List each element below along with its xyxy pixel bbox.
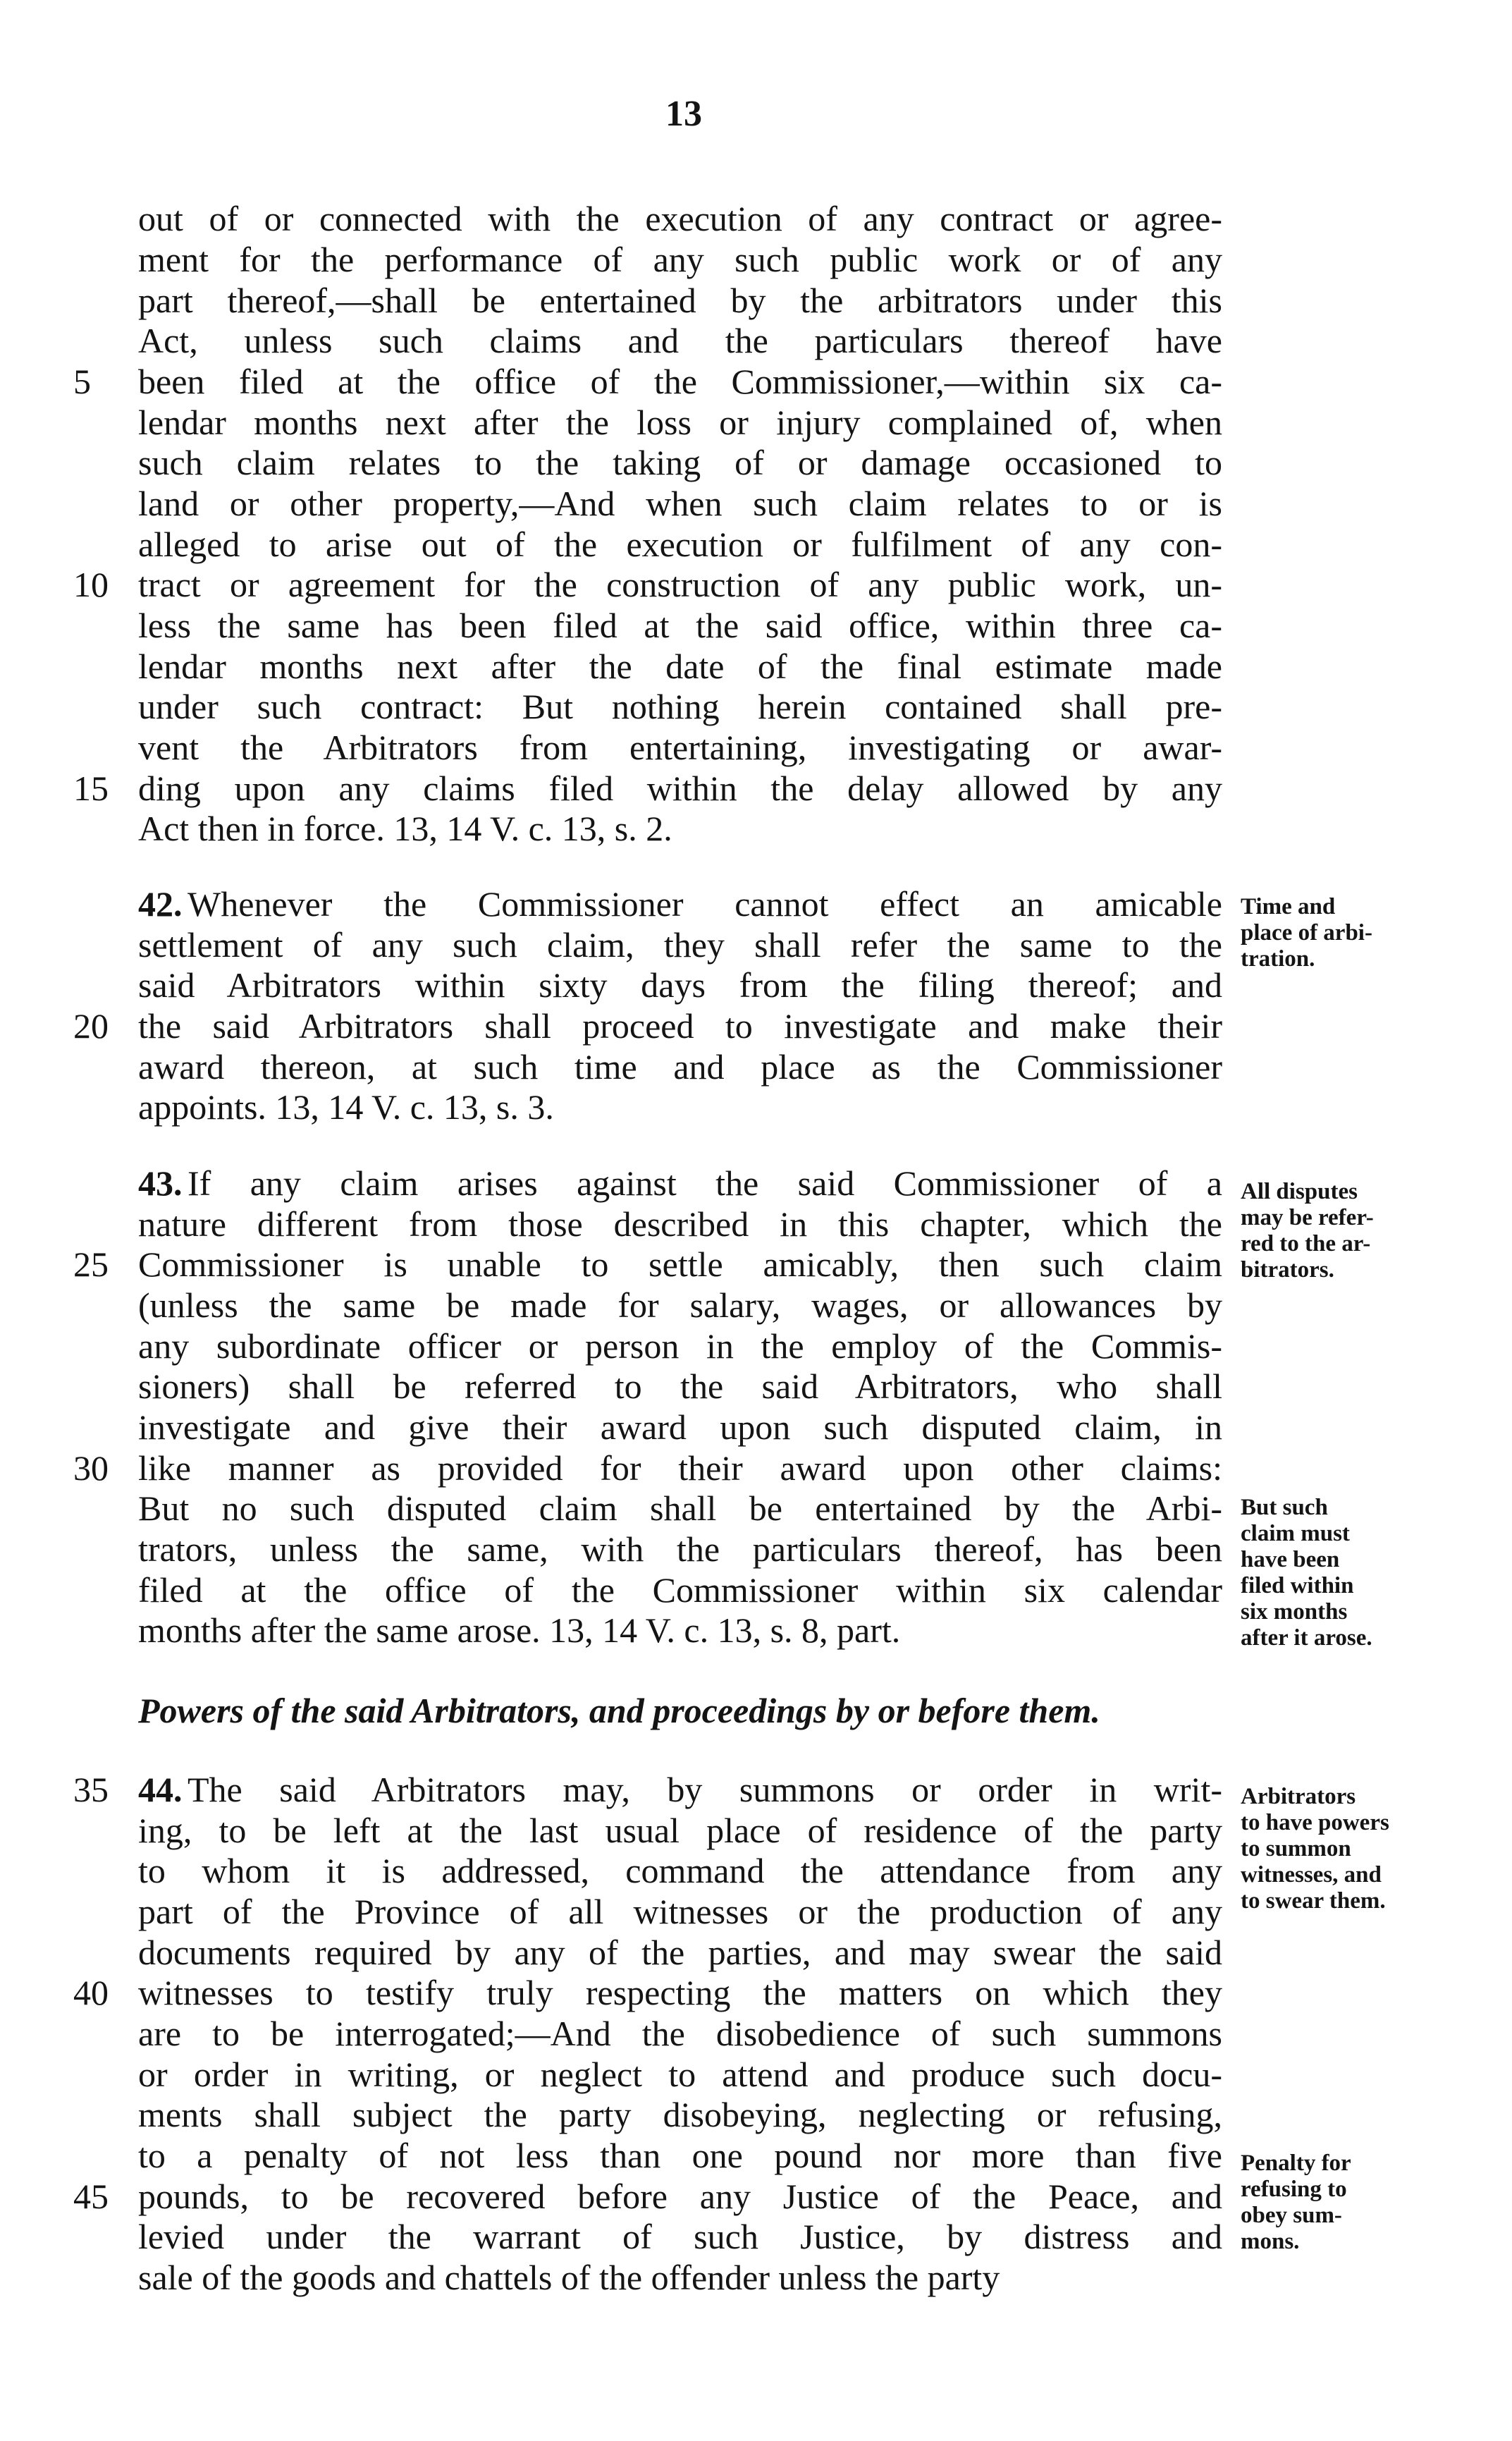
margin-note-line: Arbitrators	[1241, 1784, 1356, 1809]
body-line: pounds, to be recovered before any Justice of the Peace, and	[138, 2177, 1222, 2216]
body-line: part of the Province of all witnesses or the production of any	[138, 1892, 1222, 1931]
body-line: Act then in force. 13, 14 V. c. 13, s. 2.	[138, 809, 672, 848]
body-line: part thereof,—shall be entertained by the arbitrators under this	[138, 281, 1222, 320]
body-line: lendar months next after the date of the final estimate made	[138, 647, 1222, 686]
section-number-42: 42.	[138, 884, 183, 924]
body-line: ments shall subject the party disobeying, neglecting or refusing,	[138, 2095, 1222, 2134]
line-number: 45	[73, 2177, 109, 2216]
body-line: Act, unless such claims and the particulars thereof have	[138, 321, 1222, 360]
line-number: 20	[73, 1006, 109, 1046]
line-number: 5	[73, 362, 91, 401]
margin-note-line: may be refer-	[1241, 1205, 1374, 1230]
margin-note-line: have been	[1241, 1547, 1340, 1572]
margin-note-penalty	[1241, 2151, 1431, 2255]
margin-note-line: claim must	[1241, 1521, 1350, 1546]
margin-note-line: Penalty for	[1241, 2151, 1351, 2176]
margin-note-line: Time and	[1241, 894, 1336, 919]
body-line: like manner as provided for their award upon other claims:	[138, 1448, 1222, 1488]
body-line: nature different from those described in this chapter, which the	[138, 1204, 1222, 1244]
body-line: out of or connected with the execution of any contract or agree-	[138, 199, 1222, 238]
body-line: land or other property,—And when such claim relates to or is	[138, 484, 1222, 523]
margin-note-line: But such	[1241, 1495, 1328, 1520]
line-number: 35	[73, 1770, 109, 1809]
margin-note-line: All disputes	[1241, 1179, 1358, 1204]
body-line: are to be interrogated;—And the disobedience of such summons	[138, 2014, 1222, 2053]
body-line: to whom it is addressed, command the attendance from any	[138, 1851, 1222, 1890]
section-number-43: 43.	[138, 1163, 183, 1203]
body-line: But no such disputed claim shall be entertained by the Arbi-	[138, 1488, 1222, 1528]
body-line: (unless the same be made for salary, wages, or allowances by	[138, 1285, 1222, 1325]
body-line: filed at the office of the Commissioner within six calendar	[138, 1570, 1222, 1610]
body-line: or order in writing, or neglect to attend and produce such docu-	[138, 2055, 1222, 2094]
body-line: award thereon, at such time and place as the Commissioner	[138, 1047, 1222, 1087]
section-number-44: 44.	[138, 1770, 183, 1809]
section-heading: Powers of the said Arbitrators, and proceedings by or before them.	[138, 1691, 1100, 1730]
body-line: vent the Arbitrators from entertaining, investigating or awar-	[138, 728, 1222, 767]
body-line: such claim relates to the taking of or damage occasioned to	[138, 443, 1222, 482]
body-line: Commissioner is unable to settle amicably, then such claim	[138, 1244, 1222, 1284]
margin-note-line: place of arbi-	[1241, 920, 1372, 946]
body-line: any subordinate officer or person in the employ of the Commis-	[138, 1326, 1222, 1366]
margin-note-all-disputes	[1241, 1179, 1431, 1283]
margin-note-line: after it arose.	[1241, 1625, 1372, 1651]
body-line: levied under the warrant of such Justice, by distress and	[138, 2217, 1222, 2256]
margin-note-line: to summon	[1241, 1836, 1351, 1861]
line-number: 10	[73, 565, 109, 604]
body-line: alleged to arise out of the execution or fulfilment of any con-	[138, 525, 1222, 564]
body-line: said Arbitrators within sixty days from the filing thereof; and	[138, 965, 1222, 1005]
line-number: 30	[73, 1448, 109, 1488]
margin-note-line: refusing to	[1241, 2177, 1347, 2202]
body-line: investigate and give their award upon such disputed claim, in	[138, 1407, 1222, 1447]
margin-note-line: mons.	[1241, 2229, 1300, 2254]
body-line: ment for the performance of any such public work or of any	[138, 240, 1222, 279]
margin-note-line: obey sum-	[1241, 2203, 1342, 2228]
body-line: ing, to be left at the last usual place of residence of the party	[138, 1811, 1222, 1850]
body-line: been filed at the office of the Commissioner,—within six ca-	[138, 362, 1222, 401]
body-line: ding upon any claims filed within the delay allowed by any	[138, 769, 1222, 808]
margin-note-but-such-claim	[1241, 1495, 1431, 1651]
body-line: the said Arbitrators shall proceed to investigate and make their	[138, 1006, 1222, 1046]
margin-note-time-and-place	[1241, 894, 1431, 972]
body-line: witnesses to testify truly respecting the matters on which they	[138, 1973, 1222, 2012]
page-number: 13	[665, 94, 702, 134]
line-number: 25	[73, 1244, 109, 1284]
body-line: lendar months next after the loss or injury complained of, when	[138, 403, 1222, 442]
margin-note-line: witnesses, and	[1241, 1862, 1382, 1888]
margin-note-line: six months	[1241, 1599, 1348, 1625]
body-line: If any claim arises against the said Commissioner of a	[188, 1163, 1222, 1203]
body-line: less the same has been filed at the said office, within three ca-	[138, 606, 1222, 645]
margin-note-line: tration.	[1241, 946, 1315, 972]
body-line: trators, unless the same, with the particulars thereof, has been	[138, 1529, 1222, 1569]
body-line: tract or agreement for the construction of any public work, un-	[138, 565, 1222, 604]
body-line: The said Arbitrators may, by summons or order in writ-	[188, 1770, 1222, 1809]
body-line: under such contract: But nothing herein contained shall pre-	[138, 687, 1222, 726]
body-line: to a penalty of not less than one pound nor more than five	[138, 2136, 1222, 2175]
margin-note-line: to have powers	[1241, 1810, 1389, 1835]
body-line: settlement of any such claim, they shall refer the same to the	[138, 925, 1222, 965]
margin-note-line: bitrators.	[1241, 1257, 1334, 1283]
body-line: months after the same arose. 13, 14 V. c. 13, s. 8, part.	[138, 1610, 901, 1650]
line-number: 15	[73, 769, 109, 808]
margin-note-line: red to the ar-	[1241, 1231, 1371, 1256]
margin-note-arbitrators-powers	[1241, 1784, 1431, 1914]
body-line: sale of the goods and chattels of the offender unless the party	[138, 2258, 1000, 2297]
margin-note-line: filed within	[1241, 1573, 1354, 1598]
body-line: appoints. 13, 14 V. c. 13, s. 3.	[138, 1087, 554, 1127]
line-number: 40	[73, 1973, 109, 2012]
body-line: Whenever the Commissioner cannot effect an amicable	[188, 884, 1222, 924]
margin-note-line: to swear them.	[1241, 1888, 1386, 1914]
body-line: documents required by any of the parties, and may swear the said	[138, 1933, 1222, 1972]
body-line: sioners) shall be referred to the said Arbitrators, who shall	[138, 1366, 1222, 1406]
